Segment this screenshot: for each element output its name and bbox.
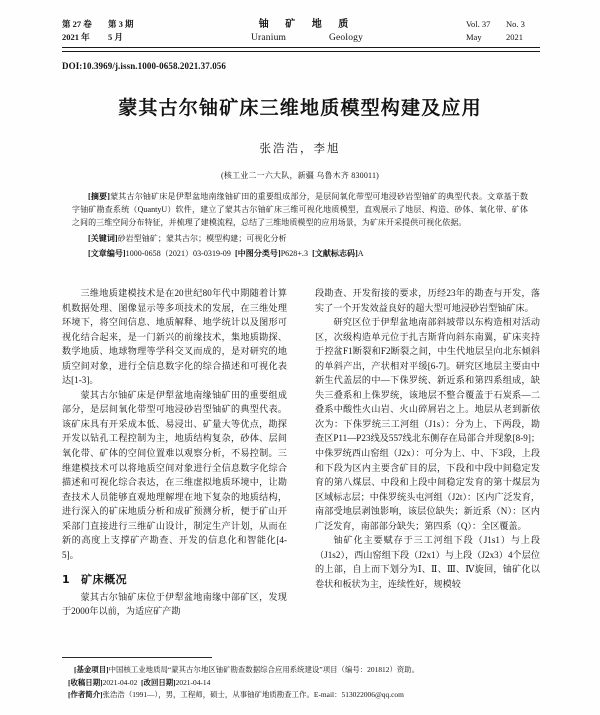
revised-date: 2021-04-14 [175,677,211,687]
section-heading-1 [62,573,287,588]
volume-en-label: Vol. 37 [466,19,491,29]
doc-code-label: [文献标志码] [312,248,358,258]
abstract-text: 蒙其古尔铀矿床是伊犁盆地南缘铀矿田的重要组成部分，是层间氧化带型可地浸砂岩型铀矿的典型代表。文章基于数字铀矿勘查系统（QuantyU）软件，建立了蒙其古尔铀矿床三维可视化地质模型，直观展示了地层、构造、砂体、氧化带、矿体之间的三维空间分布特征，并梳理了建模流程，总结了三维地质模型的应用场景，为矿床开采提供可视化依据。 [72,192,528,228]
body-paragraph: 蒙其古尔铀矿床位于伊犁盆地南缘中部矿区，发现于2000年以前，为适应矿产勘 [62,591,287,617]
fund-line [68,664,538,677]
page-title: 蒙其古尔铀矿床三维地质模型构建及应用 [118,97,482,119]
year-label: 2021 年 [62,32,90,42]
clc-value: P628+.3 [280,248,308,258]
right-column [315,286,540,636]
email-label: E-mail： [313,690,342,700]
journal-name-en-2: Geology [328,33,364,43]
keywords-label: [关键词] [88,233,118,243]
received-label: [收稿日期] [68,677,103,687]
received-date: 2021-04-02 [102,677,138,687]
year-en-label: 2021 [506,32,523,42]
affiliation: (核工业二一六大队，新疆 乌鲁木齐 830011) [220,171,380,180]
section-title: 矿床概况 [81,573,128,587]
body-columns [62,286,540,636]
issue-label: 第 3 期 [108,19,134,29]
journal-name-cn: 铀 矿 地 质 [258,19,356,30]
bio-label: [作者简介] [68,690,103,700]
article-meta-paragraph [72,247,528,260]
fund-label: [基金项目] [74,665,109,674]
journal-name-en-1: Uranium [250,33,287,43]
issue-en-label: No. 3 [506,19,525,29]
body-paragraph-continued: 段勘查、开发衔接的要求，历经23年的勘查与开发，落实了一个开发效益良好的超大型可地浸砂岩型铀矿床。 [315,288,540,313]
abstract-block [72,190,528,260]
keywords-text: 砂岩型铀矿；蒙其古尔；模型构建；可视化分析 [117,233,287,243]
email-value: 513022006@qq.com [341,690,404,700]
running-head [62,18,540,45]
journal-name [251,18,363,45]
body-paragraph: 铀矿化主要赋存于三工河组下段（J1s1）与上段（J1s2），西山窑组下段（J2x1）与上段（J2x3）4个层位的上部，自上而下划分为Ⅰ、Ⅱ、Ⅲ、Ⅳ旋回，铀矿化以卷状和板状为主，连续性好，规模较 [315,535,540,589]
author-list: 张浩浩，李旭 [259,143,341,155]
header-rule-thin [62,51,540,52]
bio-text: 张浩浩（1991—），男，工程师，硕士，从事铀矿地质勘查工作。 [102,690,314,700]
running-head-right [466,18,540,44]
section-number: 1 [62,573,71,587]
volume-label: 第 27 卷 [62,19,92,29]
article-number-label: [文章编号] [88,248,126,258]
body-paragraph: 蒙其古尔铀矿床是伊犁盆地南缘铀矿田的重要组成部分，是层间氧化带型可地浸砂岩型铀矿的典型代表。该矿床具有开采成本低、易浸出、矿量大等优点，勘探开发以钻孔工程控制为主，地质结构复杂，砂体、层间氧化带、矿体的空间位置难以观察分析，不易控制。三维建模技术可以将地质空间对象进行全信息数字化综合描述和可视化综合表达，在三维虚拟地质环境中，让勘查技术人员能够直观地理解埋在地下复杂的地质结构，进行深入的矿床地质分析和成矿预测分析，便于矿山开采部门直接进行三维矿山设计，制定生产计划，从而在新的高度上支撑矿产勘查、开发的信息化和智能化[4-5]。 [62,389,287,560]
left-column [62,286,287,636]
body-paragraph: 三维地质建模技术是在20世纪80年代中期随着计算机数据处理、图像显示等多项技术的发展，在三维处理环境下，将空间信息、地质解释、地学统计以及图形可视化结合起来，是一门新兴的前缘技术，集地质勘探、数学地质、地球物理等学科交叉而成的，是对研究的地质空间对象，进行全信息数字化的综合描述和可视化表达[1-3]。 [62,288,287,386]
revised-label: [改回日期] [141,677,176,687]
month-label: 5 月 [108,32,123,42]
keywords-paragraph [72,232,528,245]
abstract-label: [摘要] [88,192,110,201]
body-paragraph: 研究区位于伊犁盆地南部斜坡带以东构造相对活动区，次级构造单元位于扎吉斯背向斜东南翼，矿床夹持于控盆F1断裂和F2断裂之间，中生代地层呈向北东倾斜的单斜产出，产状相对平缓[6-7]。研究区地层主要由中新生代盖层的中—下侏罗统、新近系和第四系组成，缺失三叠系和上侏罗统，该地层不整合覆盖于石炭系—二叠系中酸性火山岩、火山碎屑岩之上。地层从老到新依次为：下侏罗统三工河组（J1s）：分为上、下两段，勘查区P11—P23线及557线北东侧存在局部合并现象[8-9]；中侏罗统西山窑组（J2x）：可分为上、中、下3段，上段和下段为区内主要含矿目的层，下段和中段中间稳定发育的第八煤层、中段和上段中间稳定发育的第十煤层为区域标志层；中侏罗统头屯河组（J2t）：区内广泛发育，南部受地层剥蚀影响，该层位缺失；新近系（N）：区内广泛发育，南部部分缺失；第四系（Q）：全区覆盖。 [315,317,540,531]
abstract-paragraph [72,190,528,230]
running-head-left [62,18,148,44]
fund-text: 中国核工业地质局“蒙其古尔地区铀矿勘查数据综合应用系统建设”项目（编号：201812）资助。 [108,665,420,674]
journal-name-en [251,32,363,45]
article-number-value: 1000-0658（2021）03-0319-09 [125,248,231,258]
footer-rule [62,657,212,658]
date-line [68,677,538,690]
doc-code-value: A [357,248,364,258]
month-en-label: May [466,32,482,42]
clc-label: [中图分类号] [235,248,281,258]
header-rule-thick [62,47,540,48]
doi-line: DOI:10.3969/j.issn.1000-0658.2021.37.056 [62,61,227,71]
author-bio-line [68,689,538,702]
footer-block [68,664,538,702]
